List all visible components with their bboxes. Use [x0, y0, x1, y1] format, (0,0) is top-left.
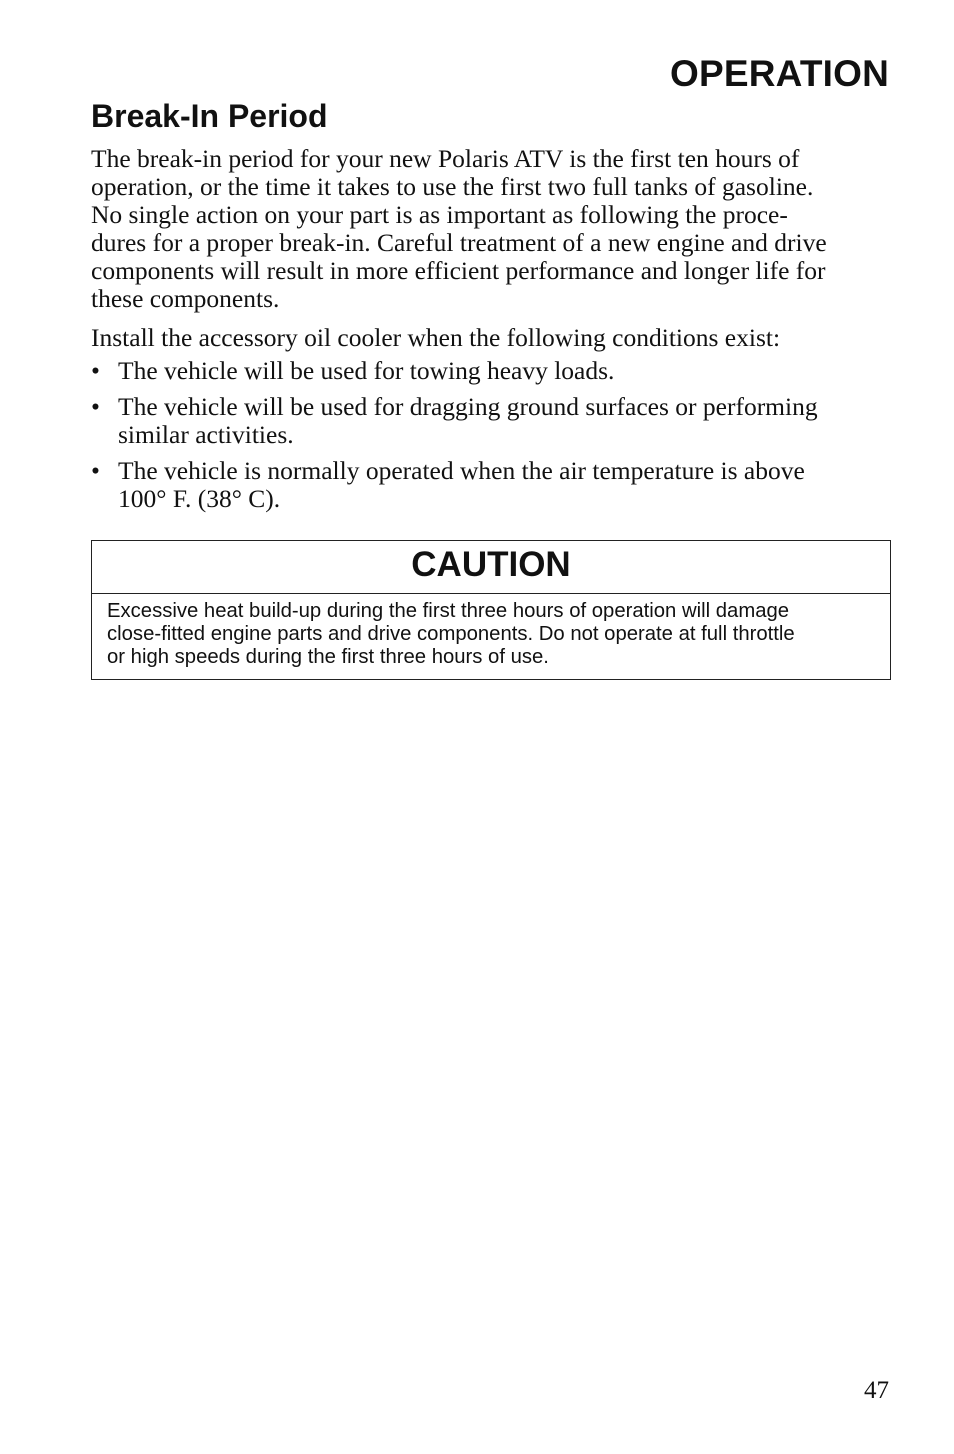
- page-number: 47: [864, 1377, 889, 1404]
- section-header: OPERATION: [669, 53, 889, 94]
- install-instruction: Install the accessory oil cooler when the following conditions exist:: [91, 323, 781, 352]
- intro-line: these components.: [91, 284, 280, 313]
- intro-line: operation, or the time it takes to use the first two full tanks of gasoline.: [91, 172, 814, 201]
- list-item: [91, 457, 891, 513]
- bullet-icon: •: [91, 456, 100, 485]
- bullet-icon: •: [91, 356, 100, 385]
- caution-line: Excessive heat build-up during the first three hours of operation will damage: [107, 600, 790, 622]
- caution-line: or high speeds during the first three hours of use.: [107, 646, 549, 668]
- list-item-line: similar activities.: [118, 420, 294, 449]
- list-item: [91, 357, 891, 385]
- condition-list: [91, 357, 891, 513]
- caution-header: [92, 541, 890, 594]
- intro-line: dures for a proper break-in. Careful treatment of a new engine and drive: [91, 228, 827, 257]
- list-item-line: The vehicle will be used for towing heavy loads.: [118, 356, 615, 385]
- caution-box: [91, 540, 891, 680]
- section-heading: Break-In Period: [91, 98, 328, 134]
- main-content: [91, 96, 891, 521]
- intro-line: The break-in period for your new Polaris ATV is the first ten hours of: [91, 144, 800, 173]
- caution-text: [92, 594, 890, 669]
- caution-line: close-fitted engine parts and drive components. Do not operate at full throttle: [107, 623, 795, 645]
- intro-line: components will result in more efficient performance and longer life for: [91, 256, 826, 285]
- list-item-line: 100° F. (38° C).: [118, 484, 281, 513]
- caution-title: CAUTION: [411, 545, 571, 584]
- intro-paragraph: [91, 145, 891, 313]
- bullet-icon: •: [91, 392, 100, 421]
- list-item-line: The vehicle is normally operated when the air temperature is above: [118, 456, 805, 485]
- list-item: [91, 393, 891, 449]
- list-item-line: The vehicle will be used for dragging ground surfaces or performing: [118, 392, 818, 421]
- intro-line: No single action on your part is as important as following the proce-: [91, 200, 788, 229]
